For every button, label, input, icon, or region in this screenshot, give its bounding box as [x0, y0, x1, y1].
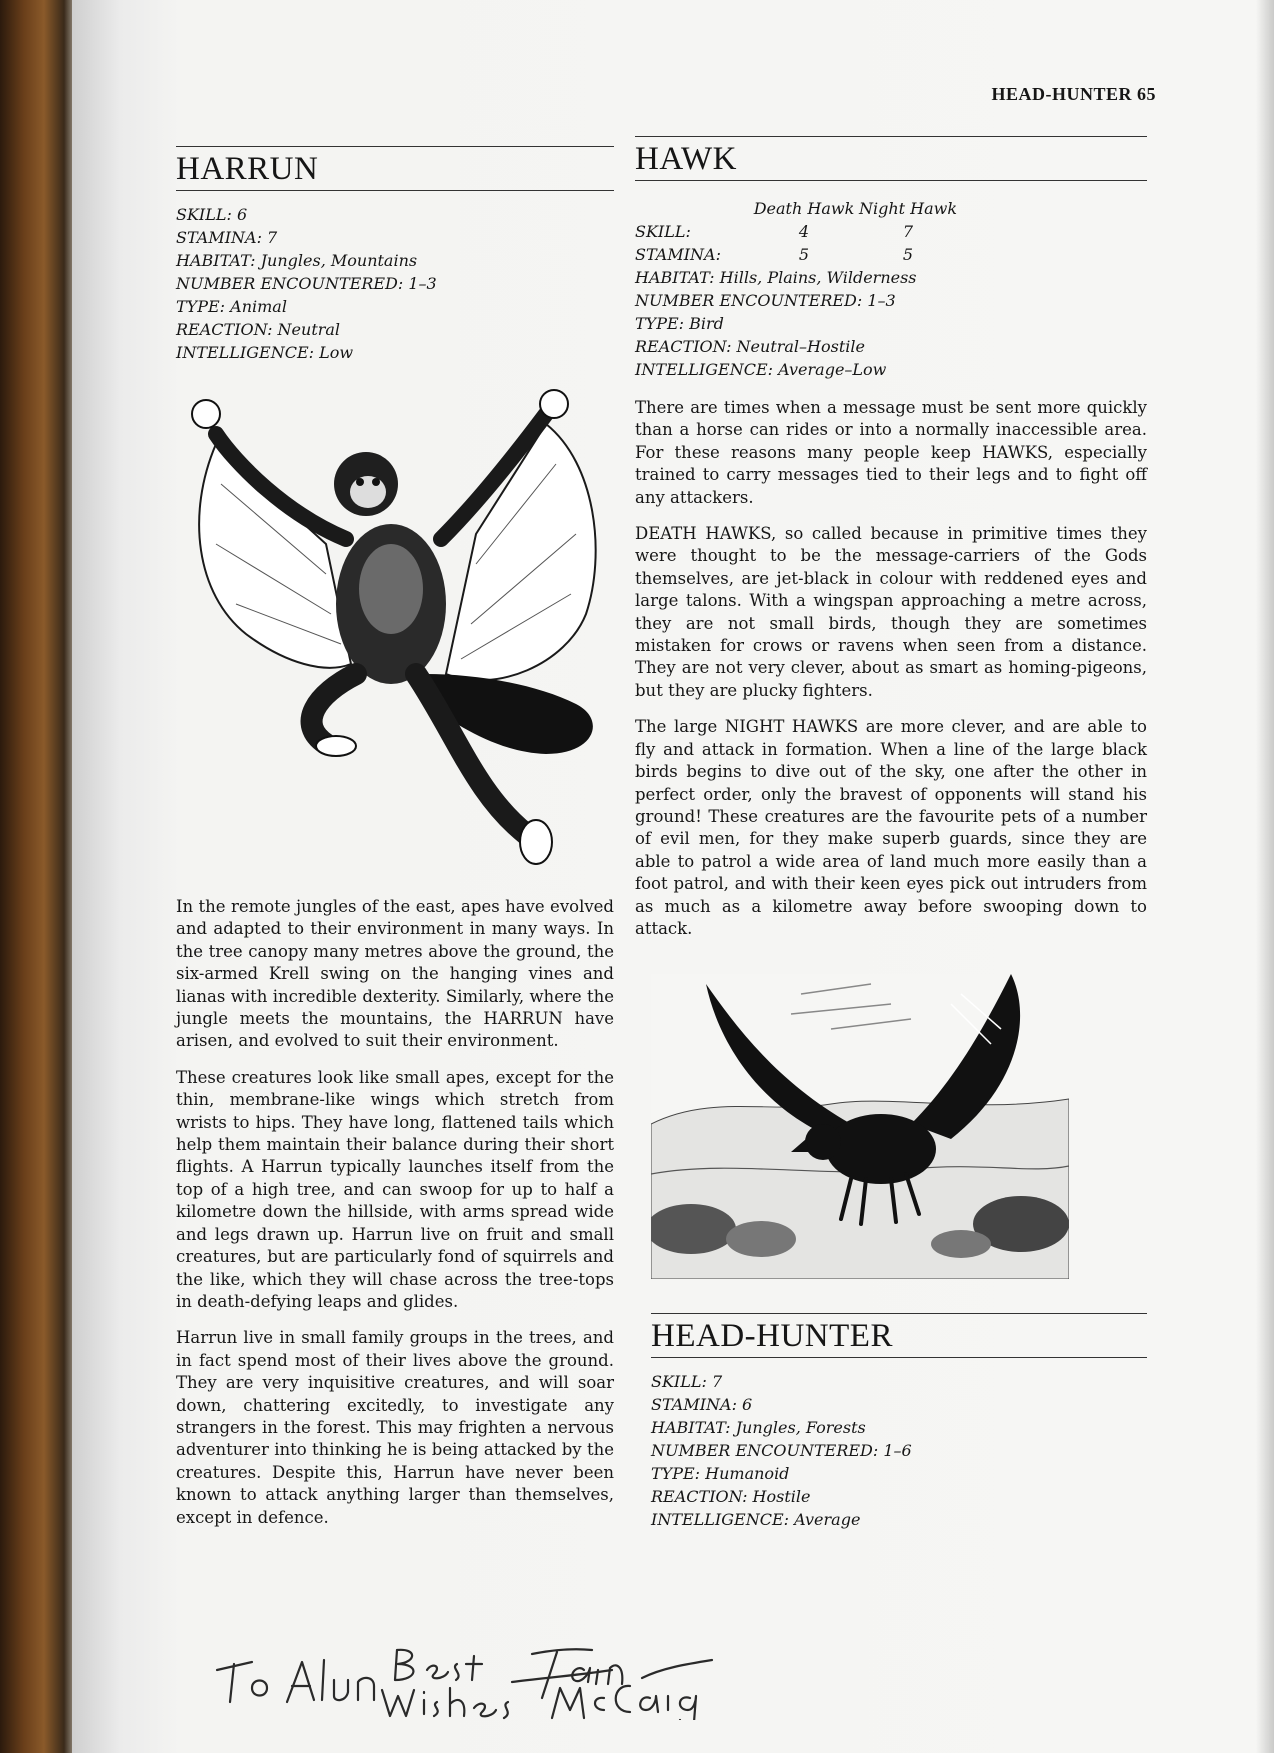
stat-line: HABITAT: Jungles, Mountains: [176, 251, 418, 270]
page-number: 65: [1137, 84, 1156, 104]
running-head: [991, 84, 1156, 105]
stat-line: SKILL: 7: [651, 1372, 723, 1392]
section-rule: [651, 1313, 1147, 1314]
stat-line: INTELLIGENCE: Low: [176, 343, 354, 362]
hawk-paragraph: There are times when a message must be sent more quickly than a horse can rides or into a normally inaccessible area. For these reasons many people keep HAWKS, especially trained to carry messages tied to their legs and to fight off any attackers.: [635, 398, 1147, 507]
stat-line: STAMINA: 6: [651, 1395, 753, 1415]
handwritten-signature: [212, 1640, 732, 1720]
stat-line: REACTION: Hostile: [651, 1487, 811, 1507]
hawk-paragraph: The large NIGHT HAWKS are more clever, and are able to fly and attack in formation. When a line of the large black birds begins to dive out of the sky, one after the other in perfect order, only the bravest of opponents will stand his ground! These creatures are the favourite pets of a number of evil men, for they make superb guards, since they are able to patrol a wide area of land much more easily than a foot patrol, and with their keen eyes pick out intruders from as much as a kilometre away before swooping down to attack.: [635, 717, 1147, 938]
harrun-paragraph: These creatures look like small apes, except for the thin, membrane-like wings which stretch from wrists to hips. They have long, flattened tails which help them maintain their balance during their short flights. A Harrun typically launches itself from the top of a high tree, and can swoop for up to half a kilometre down the hillside, with arms spread wide and legs drawn up. Harrun live on fruit and small creatures, but are particularly fond of squirrels and the like, which they will chase across the tree-tops in death-defying leaps and glides.: [176, 1067, 614, 1311]
stat-value: 5: [798, 245, 810, 264]
stat-label: SKILL:: [635, 222, 691, 241]
book-spine: [0, 0, 80, 1753]
right-column: [635, 136, 1147, 1531]
hawk-illustration: [651, 974, 1069, 1279]
stat-line: TYPE: Bird: [635, 314, 724, 333]
entry-title-hawk: HAWK: [635, 141, 1147, 181]
stat-label: STAMINA:: [635, 245, 721, 264]
stat-value: 5: [902, 245, 914, 264]
top-rule: [635, 136, 1147, 137]
stat-line: INTELLIGENCE: Average: [651, 1510, 861, 1530]
stat-line: SKILL: 6: [176, 205, 248, 224]
stat-line: HABITAT: Jungles, Forests: [651, 1418, 866, 1438]
column-header-night-hawk: Night Hawk: [858, 199, 958, 218]
stat-value: 7: [902, 222, 914, 241]
running-head-title: HEAD-HUNTER: [991, 84, 1132, 104]
entry-title-head-hunter: HEAD-HUNTER: [651, 1318, 1147, 1358]
hawk-paragraph: DEATH HAWKS, so called because in primitive times they were thought to be the message-carriers of the Gods themselves, are jet-black in colour with reddened eyes and large talons. With a wingspan approaching a metre across, they are not small birds, though they are sometimes mistaken for crows or ravens when seen from a distance. They are not very clever, about as smart as homing-pigeons, but they are plucky fighters.: [635, 524, 1147, 700]
head-hunter-stats: [651, 1370, 1147, 1531]
left-column: [176, 146, 614, 1543]
stat-line: NUMBER ENCOUNTERED: 1–6: [651, 1441, 912, 1461]
stat-line: INTELLIGENCE: Average–Low: [635, 360, 887, 379]
hawk-stat-table: [635, 197, 1147, 381]
harrun-illustration: [176, 374, 614, 892]
hawk-stat-row: [635, 243, 1147, 266]
stat-line: NUMBER ENCOUNTERED: 1–3: [635, 291, 896, 310]
stat-line: TYPE: Humanoid: [651, 1464, 790, 1484]
top-rule: [176, 146, 614, 147]
stat-line: REACTION: Neutral: [176, 320, 341, 339]
stat-line: NUMBER ENCOUNTERED: 1–3: [176, 274, 437, 293]
page-edge-shadow: [1256, 0, 1274, 1753]
harrun-paragraph: Harrun live in small family groups in the trees, and in fact spend most of their lives above the ground. They are very inquisitive creatures, and will soar down, chattering excitedly, to investigate any strangers in the forest. This may frighten a nervous adventurer into thinking he is being attacked by the creatures. Despite this, Harrun have never been known to attack anything larger than themselves, except in defence.: [176, 1328, 614, 1527]
entry-title-harrun: HARRUN: [176, 151, 614, 191]
hawk-stat-row: [635, 220, 1147, 243]
column-header-death-hawk: Death Hawk: [753, 199, 855, 218]
stat-value: 4: [798, 222, 810, 241]
stat-line: STAMINA: 7: [176, 228, 278, 247]
harrun-paragraph: In the remote jungles of the east, apes have evolved and adapted to their environment in many ways. In the tree canopy many metres above the ground, the six-armed Krell swing on the hanging vines and lianas with incredible dexterity. Similarly, where the jungle meets the mountains, the HARRUN have arisen, and evolved to suit their environment.: [176, 897, 614, 1051]
harrun-stats: [176, 203, 614, 364]
stat-line: TYPE: Animal: [176, 297, 287, 316]
stat-line: HABITAT: Hills, Plains, Wilderness: [635, 268, 917, 287]
hawk-column-headers: [635, 197, 1147, 220]
stat-line: REACTION: Neutral–Hostile: [635, 337, 865, 356]
book-page: [72, 0, 1274, 1753]
